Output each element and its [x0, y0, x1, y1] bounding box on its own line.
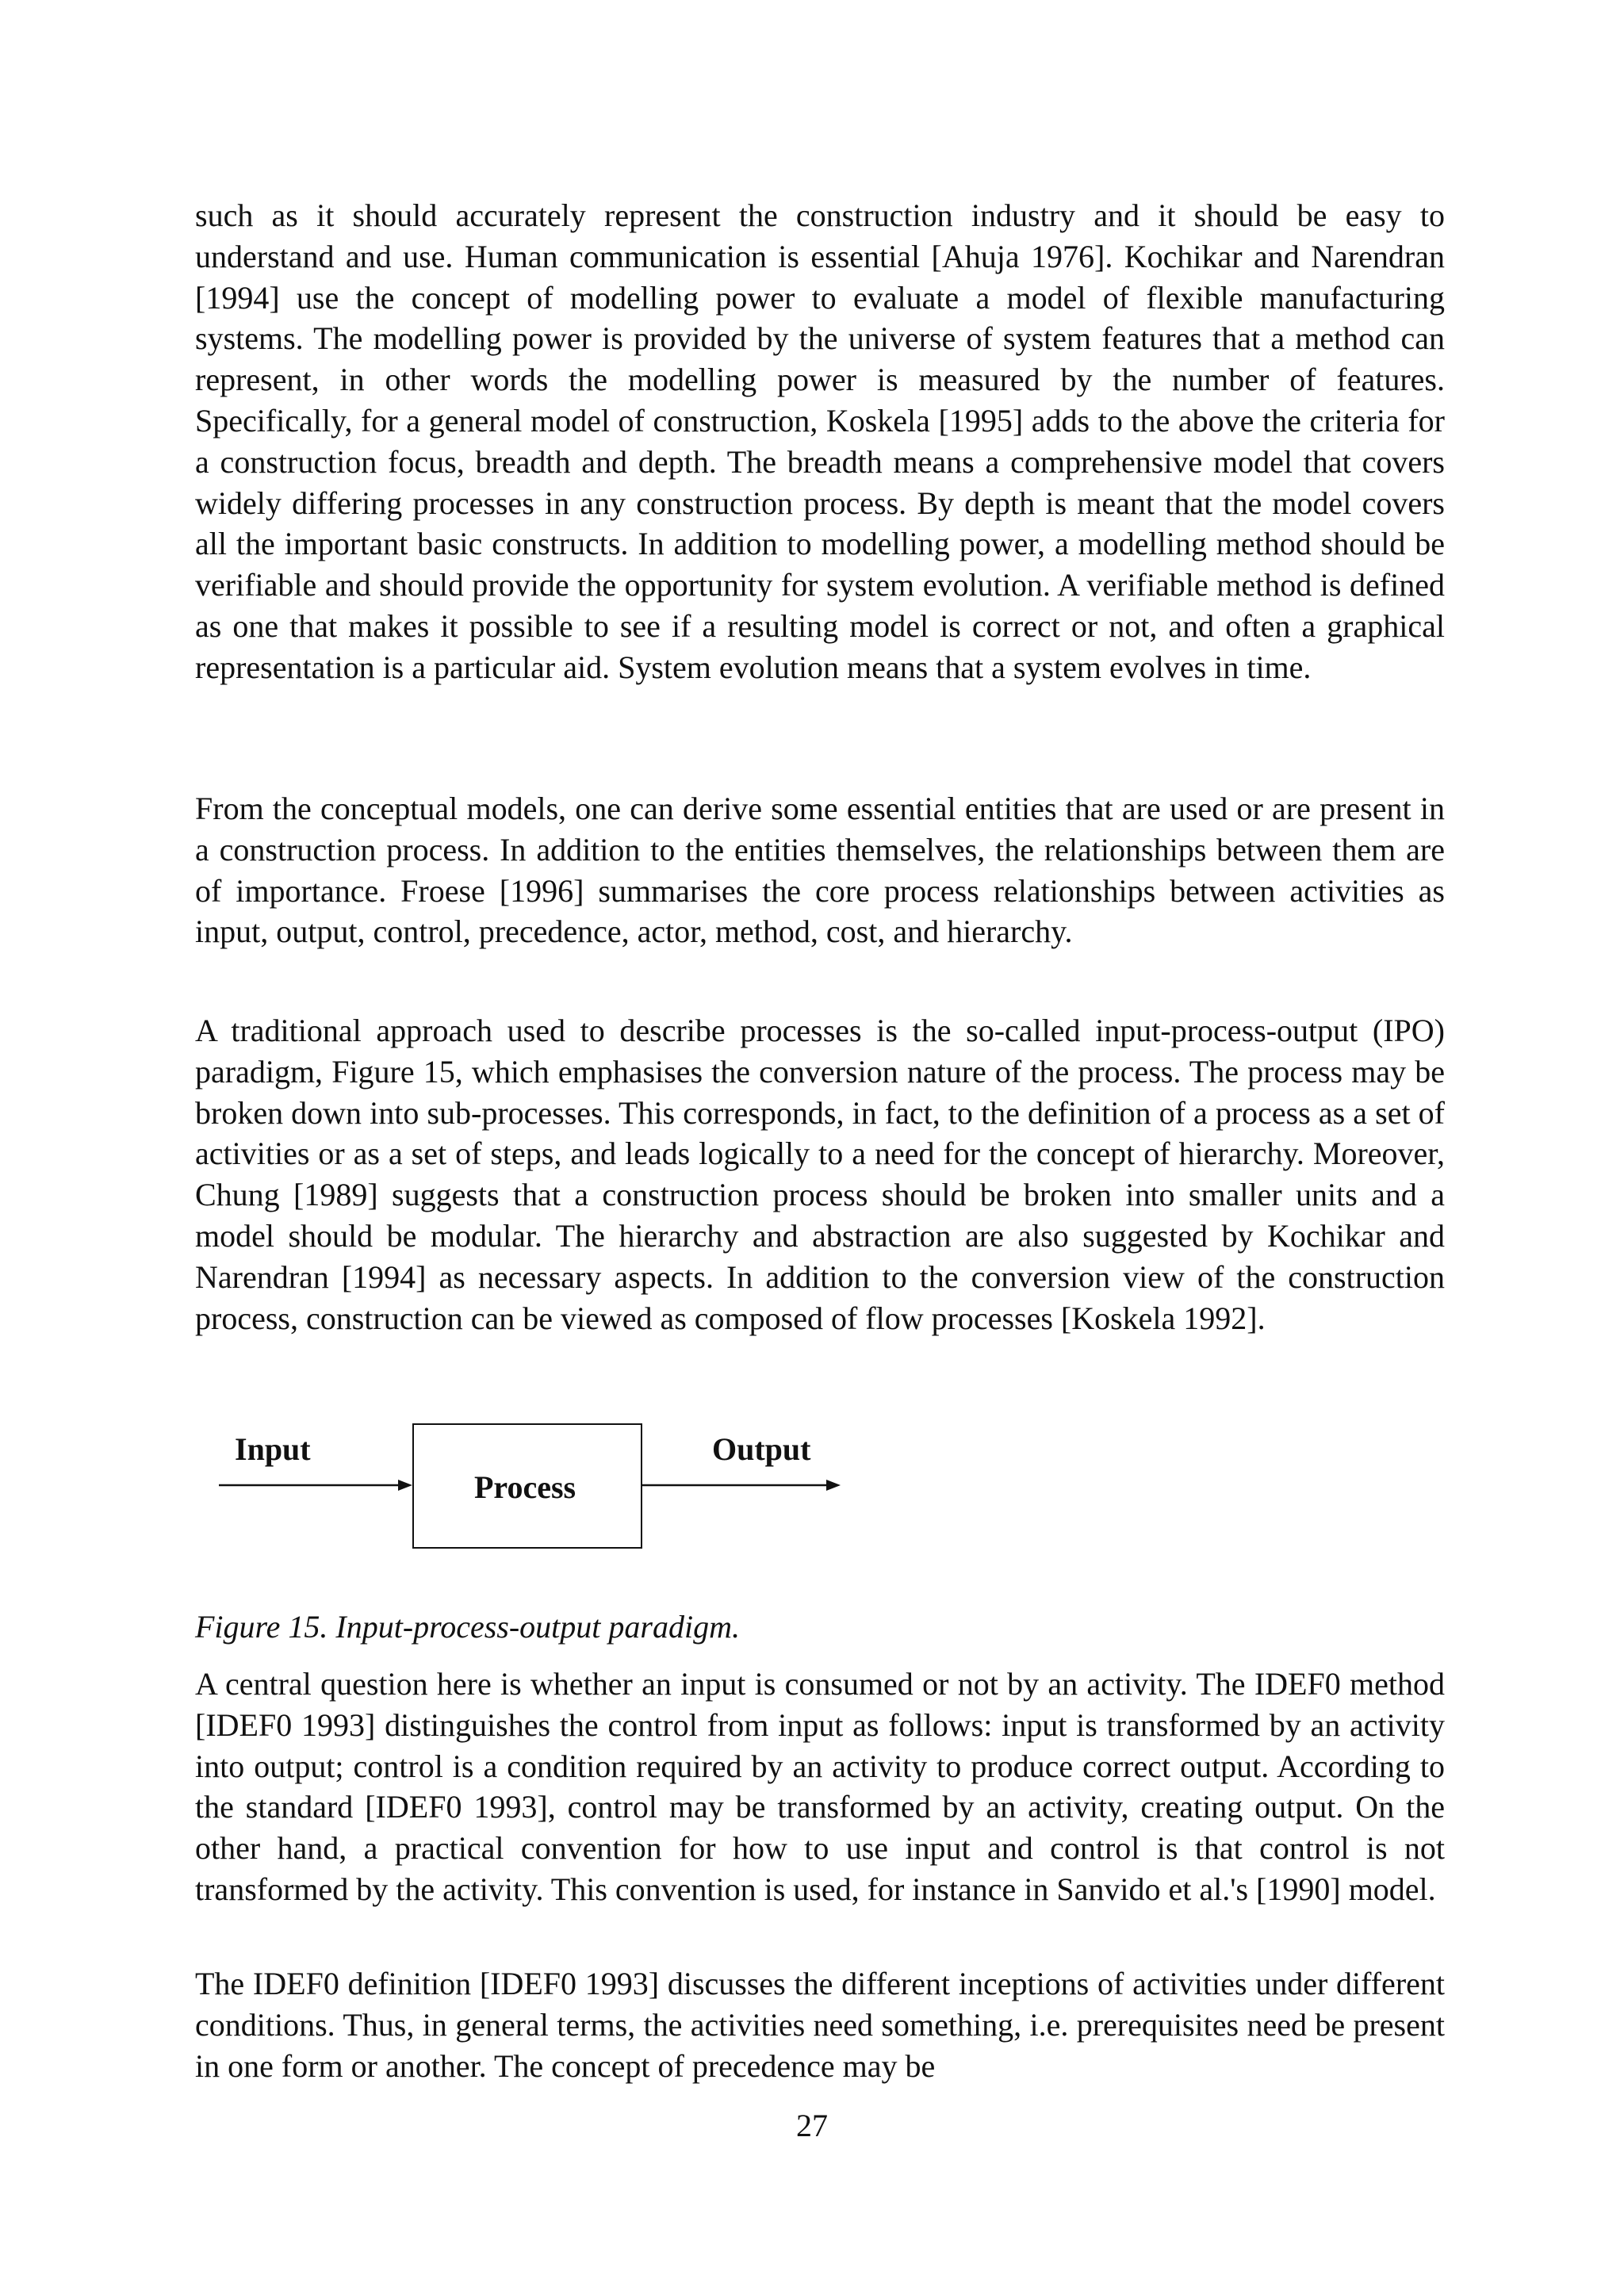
ipo-figure: [195, 1404, 909, 1562]
output-arrowhead: [826, 1480, 841, 1491]
paragraph-2: From the conceptual models, one can derive some essential entities that are used or are present in a construction process. In addition to the entities themselves, the relationships between them are of importance. Froese [1996] summarises the core process relationships between activities as input, output, control, precedence, actor, method, cost, and hierarchy.: [195, 791, 1445, 950]
output-label: Output: [712, 1431, 811, 1467]
process-label: Process: [474, 1469, 576, 1505]
paragraph-4: A central question here is whether an input is consumed or not by an activity. The IDEF0 method [IDEF0 1993] distinguishes the control from input as follows: input is transformed by an activity into output; control is a condition required by an activity to produce correct output. According to the standard [IDEF0 1993], control may be transformed by an activity, creating output. On the other hand, a practical convention for how to use input and control is that control is not transformed by the activity. This convention is used, for instance in Sanvido et al.'s [1990] model.: [195, 1666, 1445, 1907]
paragraph-3: A traditional approach used to describe processes is the so-called input-process-output (IPO) paradigm, Figure 15, which emphasises the conversion nature of the process. The process may be broken down into sub-processes. This corresponds, in fact, to the definition of a process as a set of activities or as a set of steps, and leads logically to a need for the concept of hierarchy. Moreover, Chung [1989] suggests that a construction process should be broken into smaller units and a model should be modular. The hierarchy and abstraction are also suggested by Kochikar and Narendran [1994] as necessary aspects. In addition to the conversion view of the construction process, construction can be viewed as composed of flow processes [Koskela 1992].: [195, 1013, 1445, 1336]
page-number: 27: [796, 2108, 828, 2143]
paragraph-5: The IDEF0 definition [IDEF0 1993] discusses the different inceptions of activities under different conditions. Thus, in general terms, the activities need something, i.e. prerequisites need be present in one form or another. The concept of precedence may be: [195, 1966, 1445, 2084]
figure-caption: Figure 15. Input-process-output paradigm.: [195, 1609, 740, 1645]
paragraph-1: such as it should accurately represent the construction industry and it should be easy to understand and use. Human communication is essential [Ahuja 1976]. Kochikar and Narendran [1994] use the concept of modelling power to evaluate a model of flexible manufacturing systems. The modelling power is provided by the universe of system features that a method can represent, in other words the modelling power is measured by the number of features. Specifically, for a general model of construction, Koskela [1995] adds to the above the criteria for a construction focus, breadth and depth. The breadth means a comprehensive model that covers widely differing processes in any construction process. By depth is meant that the model covers all the important basic constructs. In addition to modelling power, a modelling method should be verifiable and should provide the opportunity for system evolution. A verifiable method is defined as one that makes it possible to see if a resulting model is correct or not, and often a graphical representation is a particular aid. System evolution means that a system evolves in time.: [195, 197, 1445, 685]
input-label: Input: [235, 1431, 311, 1467]
input-arrowhead: [398, 1480, 412, 1491]
